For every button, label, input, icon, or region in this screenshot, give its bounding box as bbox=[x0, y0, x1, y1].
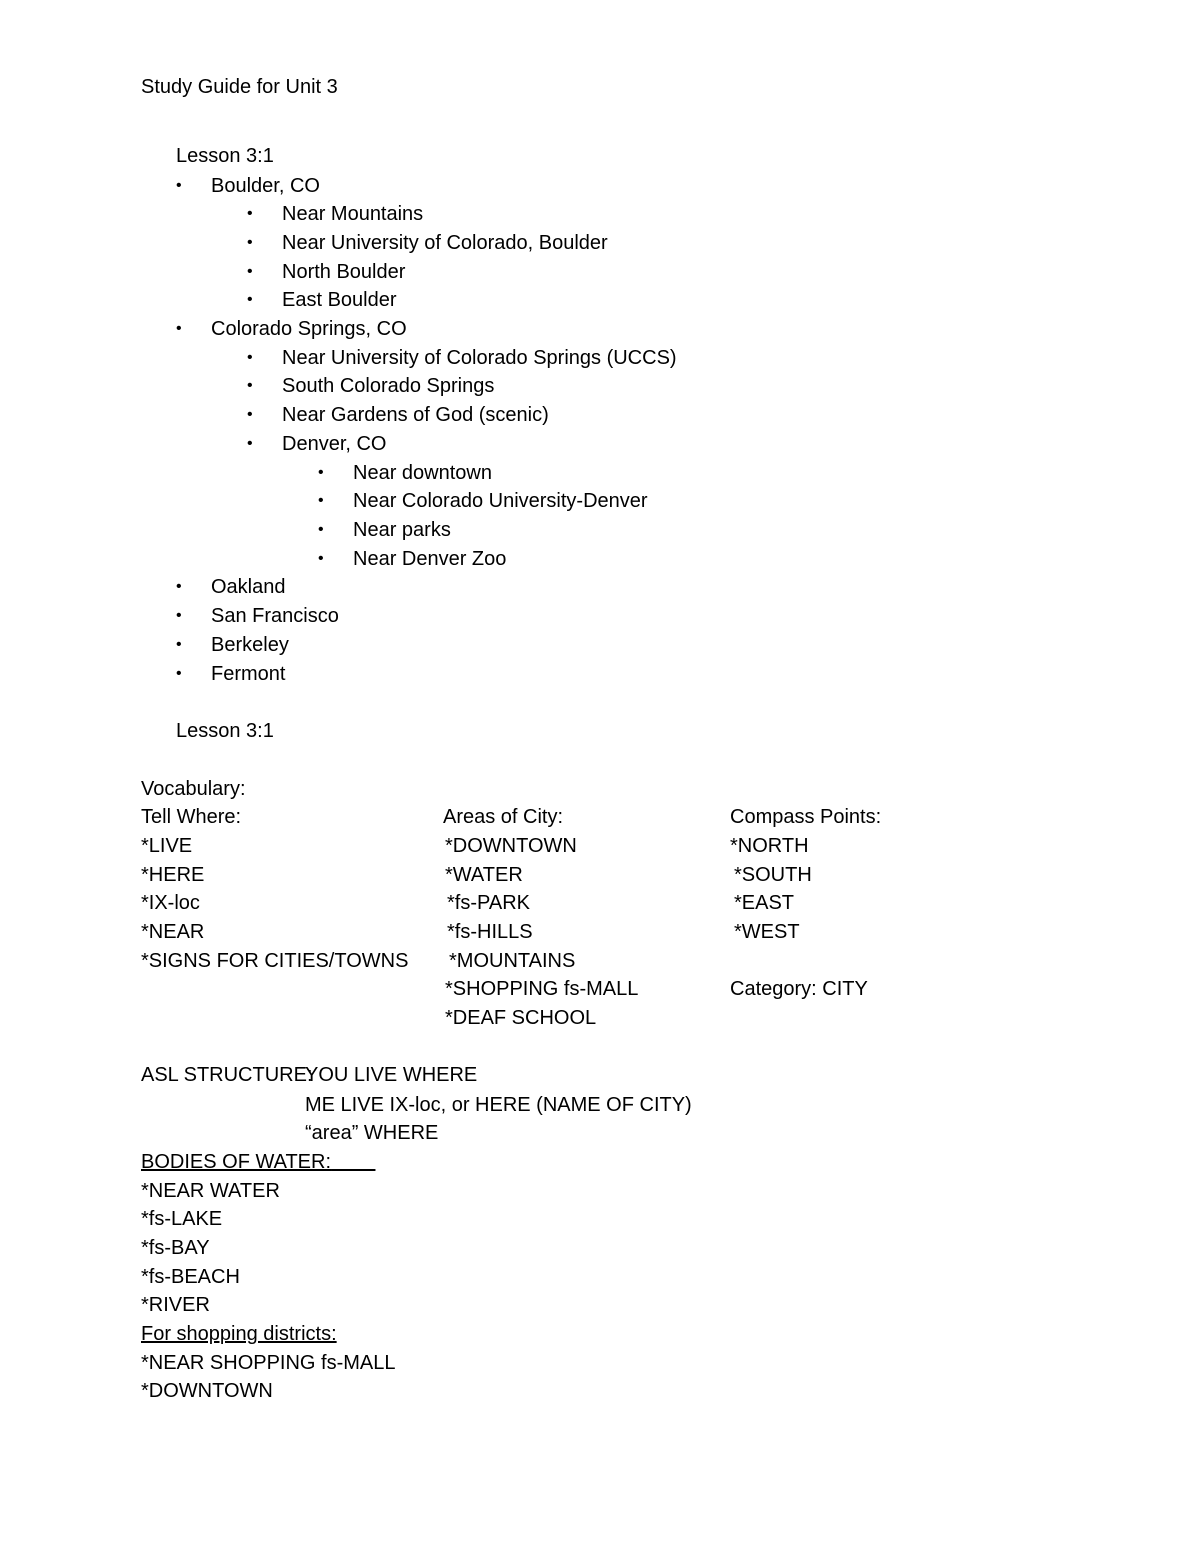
list-item: *fs-BAY bbox=[141, 1237, 210, 1259]
list-item: *NEAR SHOPPING fs-MALL bbox=[141, 1352, 396, 1374]
bullet-icon: • bbox=[318, 550, 324, 567]
areas-of-city-header: Areas of City: bbox=[443, 806, 564, 828]
vocab-item: *HERE bbox=[141, 864, 205, 886]
asl-structure-line: YOU LIVE WHERE bbox=[305, 1064, 478, 1086]
lesson-heading: Lesson 3:1 bbox=[176, 720, 274, 742]
list-item: *fs-LAKE bbox=[141, 1208, 223, 1230]
bullet-icon: • bbox=[176, 636, 182, 653]
vocab-item: *SHOPPING fs-MALL bbox=[445, 978, 639, 1000]
asl-structure-label: ASL STRUCTURE: bbox=[141, 1064, 313, 1086]
vocab-item: *NEAR bbox=[141, 921, 205, 943]
bullet-icon: • bbox=[247, 205, 253, 222]
city-colorado-springs: Colorado Springs, CO bbox=[211, 318, 407, 340]
list-item: Near Gardens of God (scenic) bbox=[282, 404, 549, 426]
list-item: *DOWNTOWN bbox=[141, 1380, 273, 1402]
list-item: Near Colorado University-Denver bbox=[353, 490, 648, 512]
city-fermont: Fermont bbox=[211, 663, 286, 685]
bullet-icon: • bbox=[247, 234, 253, 251]
vocab-item: *SIGNS FOR CITIES/TOWNS bbox=[141, 950, 409, 972]
city-san-francisco: San Francisco bbox=[211, 605, 339, 627]
vocab-item: *NORTH bbox=[730, 835, 809, 857]
vocab-item: *EAST bbox=[734, 892, 795, 914]
list-item: *fs-BEACH bbox=[141, 1266, 240, 1288]
bullet-icon: • bbox=[247, 263, 253, 280]
list-item: North Boulder bbox=[282, 261, 406, 283]
vocab-item: *MOUNTAINS bbox=[449, 950, 576, 972]
asl-structure-line: “area” WHERE bbox=[305, 1122, 439, 1144]
list-item: East Boulder bbox=[282, 289, 397, 311]
bullet-icon: • bbox=[318, 464, 324, 481]
compass-points-header: Compass Points: bbox=[730, 806, 882, 828]
bullet-icon: • bbox=[318, 521, 324, 538]
asl-structure-line: ME LIVE IX-loc, or HERE (NAME OF CITY) bbox=[305, 1094, 692, 1116]
vocabulary-label: Vocabulary: bbox=[141, 778, 246, 800]
lesson-heading: Lesson 3:1 bbox=[176, 145, 274, 167]
vocab-item: *DOWNTOWN bbox=[445, 835, 577, 857]
list-item: Near downtown bbox=[353, 462, 492, 484]
vocab-item: *fs-HILLS bbox=[447, 921, 533, 943]
bullet-icon: • bbox=[176, 665, 182, 682]
vocab-item: *SOUTH bbox=[734, 864, 812, 886]
bullet-icon: • bbox=[247, 406, 253, 423]
bullet-icon: • bbox=[247, 435, 253, 452]
category-label: Category: CITY bbox=[730, 978, 868, 1000]
list-item: Near University of Colorado, Boulder bbox=[282, 232, 608, 254]
bullet-icon: • bbox=[318, 492, 324, 509]
bullet-icon: • bbox=[176, 607, 182, 624]
list-item: Near University of Colorado Springs (UCCS) bbox=[282, 347, 677, 369]
list-item: Near parks bbox=[353, 519, 451, 541]
document-title: Study Guide for Unit 3 bbox=[141, 76, 338, 98]
bullet-icon: • bbox=[247, 291, 253, 308]
bullet-icon: • bbox=[247, 377, 253, 394]
bullet-icon: • bbox=[176, 578, 182, 595]
bullet-icon: • bbox=[176, 320, 182, 337]
vocab-item: *LIVE bbox=[141, 835, 193, 857]
shopping-districts-header: For shopping districts: bbox=[141, 1323, 337, 1345]
list-item: Near Denver Zoo bbox=[353, 548, 507, 570]
list-item: *NEAR WATER bbox=[141, 1180, 280, 1202]
vocab-item: *fs-PARK bbox=[447, 892, 530, 914]
tell-where-header: Tell Where: bbox=[141, 806, 242, 828]
vocab-item: *WEST bbox=[734, 921, 800, 943]
city-boulder: Boulder, CO bbox=[211, 175, 320, 197]
city-oakland: Oakland bbox=[211, 576, 286, 598]
bodies-of-water-header: BODIES OF WATER: bbox=[141, 1151, 332, 1173]
vocab-item: *IX-loc bbox=[141, 892, 200, 914]
vocab-item: *DEAF SCHOOL bbox=[445, 1007, 597, 1029]
city-berkeley: Berkeley bbox=[211, 634, 289, 656]
list-item: Near Mountains bbox=[282, 203, 424, 225]
list-item: South Colorado Springs bbox=[282, 375, 495, 397]
vocab-item: *WATER bbox=[445, 864, 523, 886]
bullet-icon: • bbox=[176, 177, 182, 194]
list-item: *RIVER bbox=[141, 1294, 210, 1316]
bullet-icon: • bbox=[247, 349, 253, 366]
city-denver: Denver, CO bbox=[282, 433, 387, 455]
